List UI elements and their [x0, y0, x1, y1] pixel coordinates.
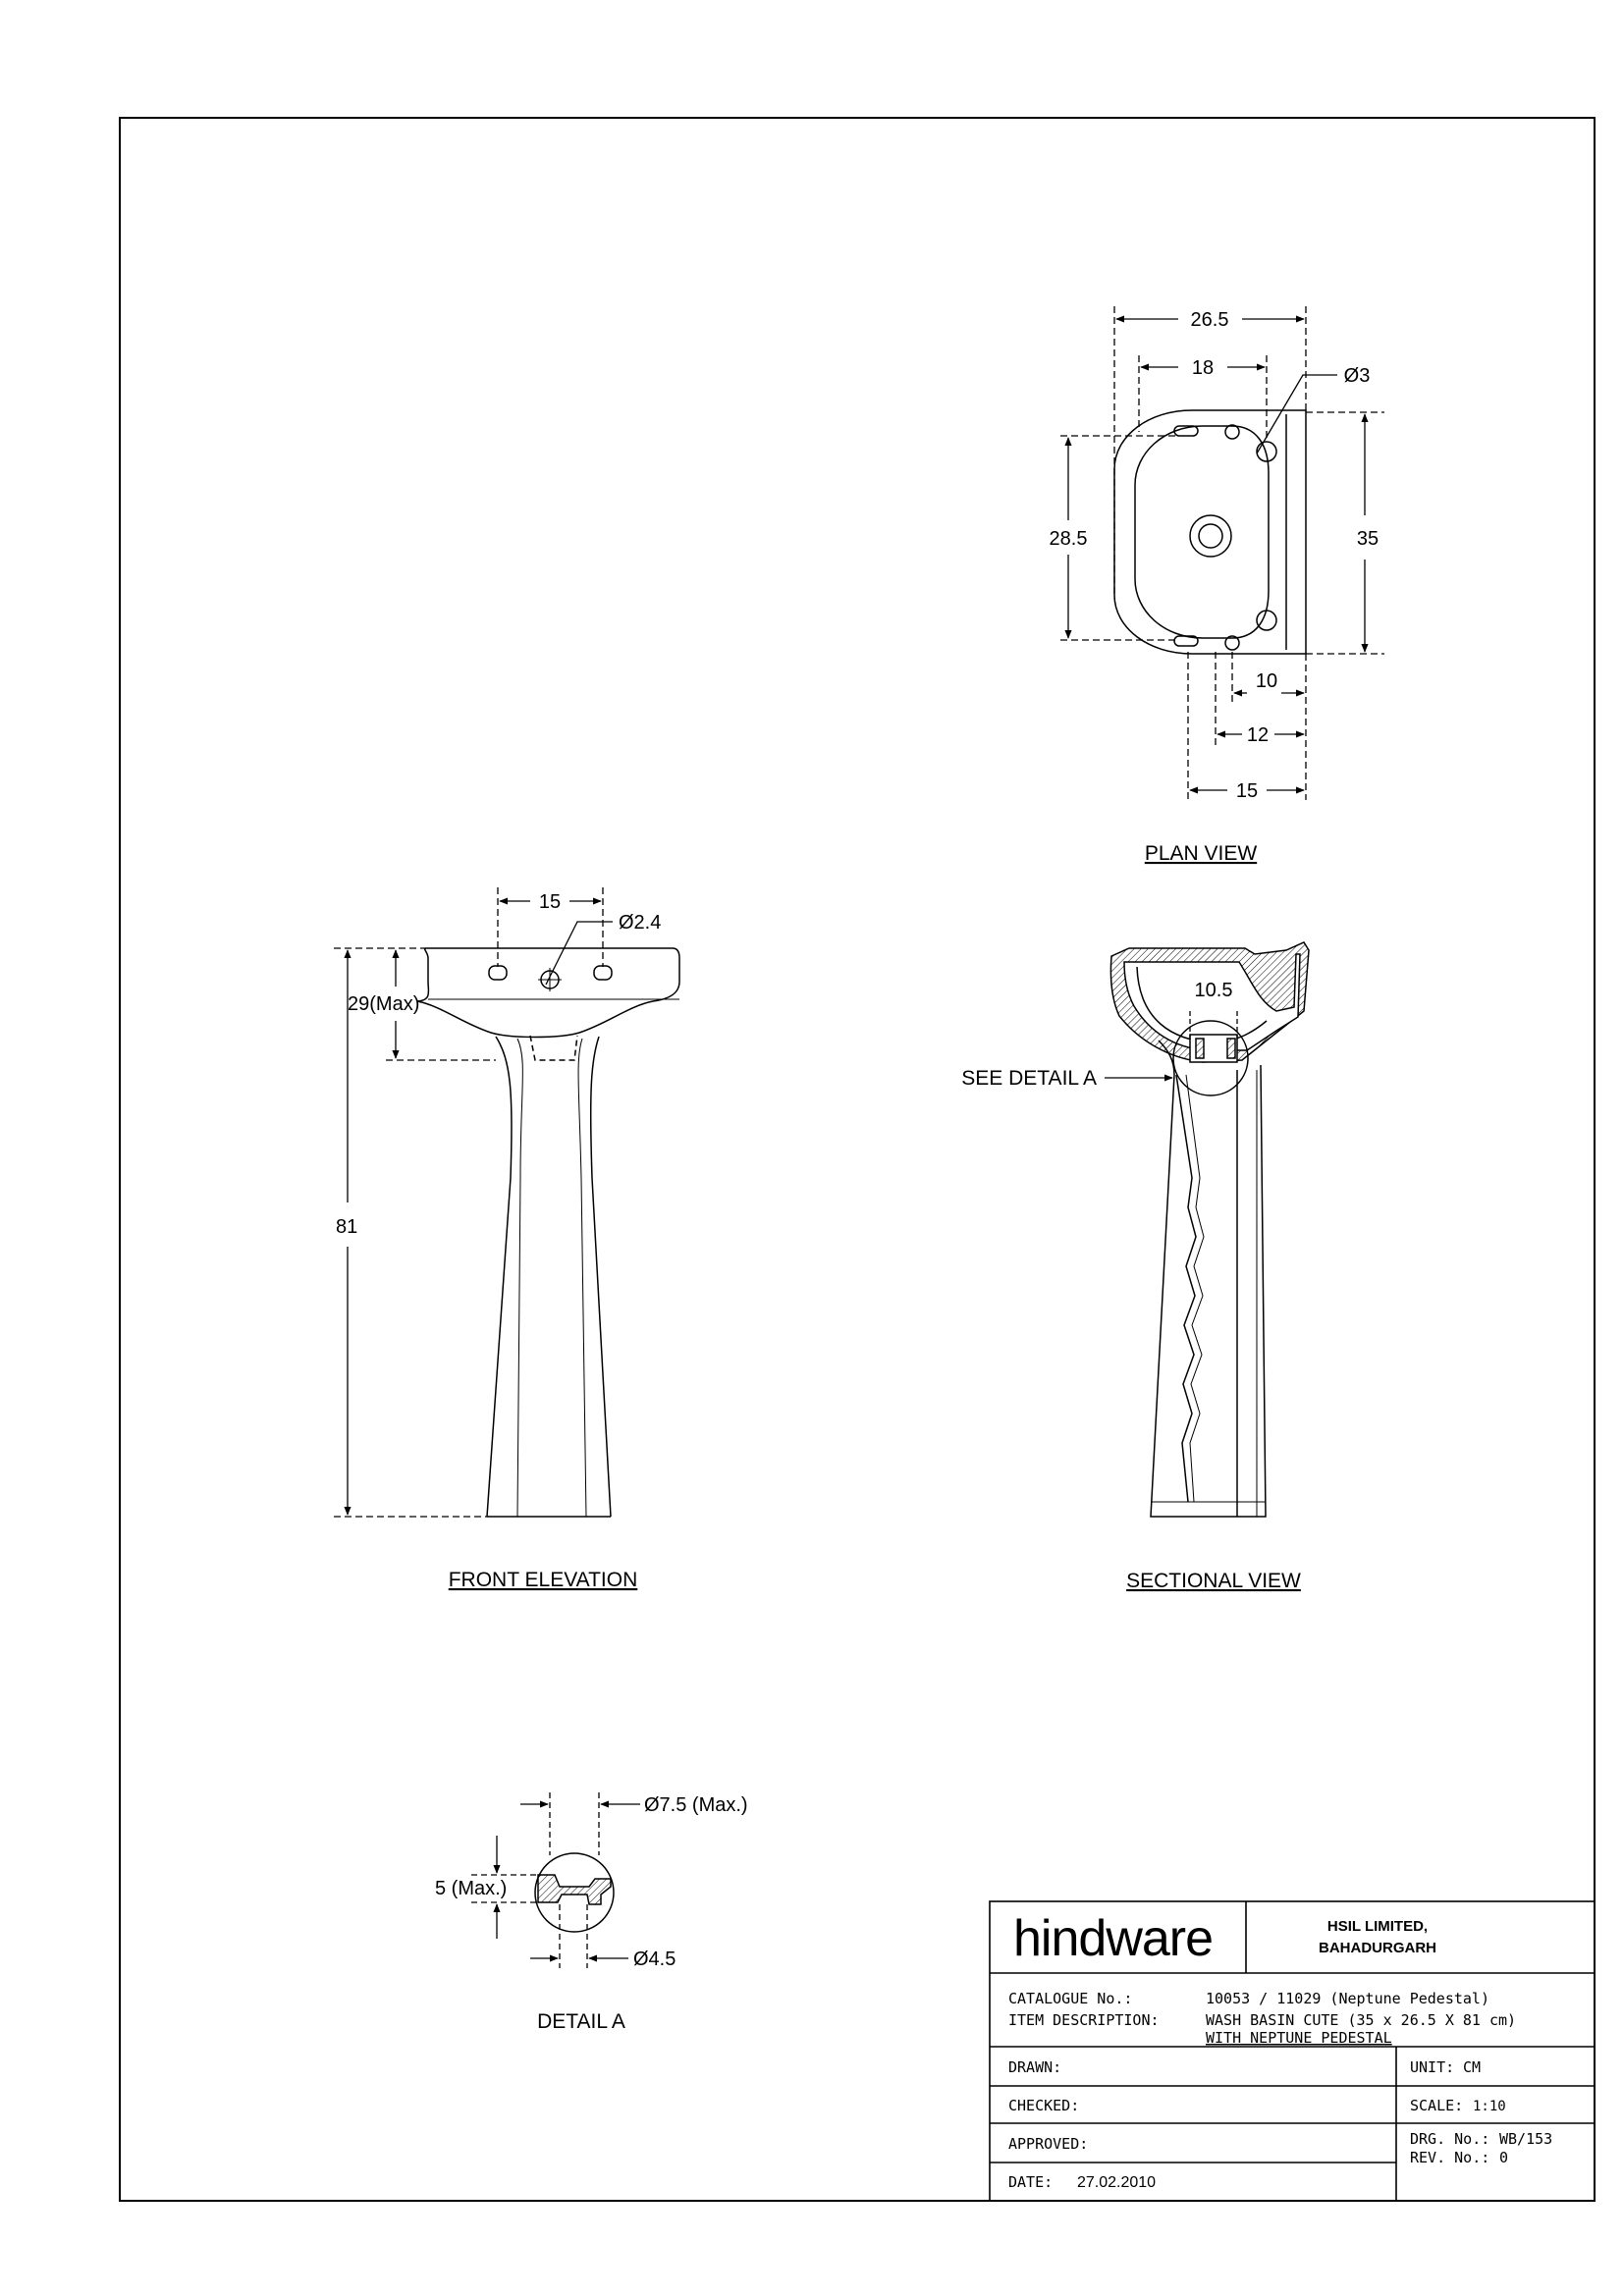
unit-value: CM — [1463, 2058, 1482, 2076]
detail-a-title: DETAIL A — [537, 2010, 625, 2033]
dim-holes-width: 18 — [1191, 357, 1215, 379]
dim-section-inner: 10.5 — [1194, 980, 1233, 1001]
item-value-line1: WASH BASIN CUTE (35 x 26.5 X 81 cm) — [1206, 2011, 1517, 2029]
front-elevation — [417, 948, 679, 1517]
dim-depth: 5 (Max.) — [435, 1878, 508, 1899]
plan-view-title: PLAN VIEW — [1144, 842, 1258, 865]
detail-a — [535, 1853, 614, 1932]
company-line2: BAHADURGARH — [1319, 1940, 1436, 1956]
dim-15: 15 — [1235, 780, 1259, 802]
dim-overall-width: 26.5 — [1190, 309, 1229, 331]
checked-label: CHECKED: — [1008, 2097, 1080, 2114]
front-dimensions — [334, 887, 613, 1517]
drawn-label: DRAWN: — [1008, 2058, 1062, 2076]
front-dimension-labels — [336, 891, 661, 1238]
rev-value: 0 — [1499, 2149, 1509, 2166]
dim-12: 12 — [1246, 724, 1270, 746]
item-label: ITEM DESCRIPTION: — [1008, 2011, 1160, 2029]
sectional-view-title: SECTIONAL VIEW — [1126, 1570, 1301, 1592]
company-line1: HSIL LIMITED, — [1326, 1918, 1429, 1935]
item-value-line2: WITH NEPTUNE PEDESTAL — [1206, 2029, 1392, 2047]
dim-overall-depth: 35 — [1356, 528, 1380, 550]
dim-10: 10 — [1255, 670, 1278, 692]
front-elevation-title: FRONT ELEVATION — [448, 1569, 638, 1591]
scale-label: SCALE: — [1410, 2097, 1464, 2114]
dim-outer-dia: Ø7.5 (Max.) — [644, 1794, 748, 1816]
dim-overall-height: 81 — [336, 1216, 358, 1238]
dim-hole-spacing: 15 — [538, 891, 562, 913]
date-label: DATE: — [1008, 2173, 1054, 2191]
dim-front-hole-dia: Ø2.4 — [619, 912, 662, 934]
see-detail-a-callout: SEE DETAIL A — [961, 1067, 1097, 1090]
approved-label: APPROVED: — [1008, 2135, 1089, 2153]
detail-dimension-labels — [435, 1794, 748, 1970]
sectional-view — [1110, 942, 1309, 1517]
dim-basin-height: 29(Max) — [348, 993, 420, 1015]
date-value: 27.02.2010 — [1077, 2174, 1157, 2191]
dim-bowl-depth: 28.5 — [1049, 528, 1088, 550]
sheet-border — [120, 118, 1595, 2201]
brand-logo: hindware — [1013, 1910, 1214, 1967]
drg-label: DRG. No.: — [1410, 2130, 1490, 2148]
unit-label: UNIT: — [1410, 2058, 1455, 2076]
plan-view — [1114, 410, 1306, 654]
dim-hole-dia: Ø3 — [1343, 365, 1371, 387]
drg-value: WB/153 — [1499, 2130, 1553, 2148]
catalogue-value: 10053 / 11029 (Neptune Pedestal) — [1206, 1990, 1489, 2007]
dim-inner-dia: Ø4.5 — [633, 1949, 676, 1970]
title-block-text — [1008, 1910, 1552, 2191]
scale-value: 1:10 — [1473, 2099, 1506, 2114]
rev-label: REV. No.: — [1410, 2149, 1490, 2166]
catalogue-label: CATALOGUE No.: — [1008, 1990, 1133, 2007]
